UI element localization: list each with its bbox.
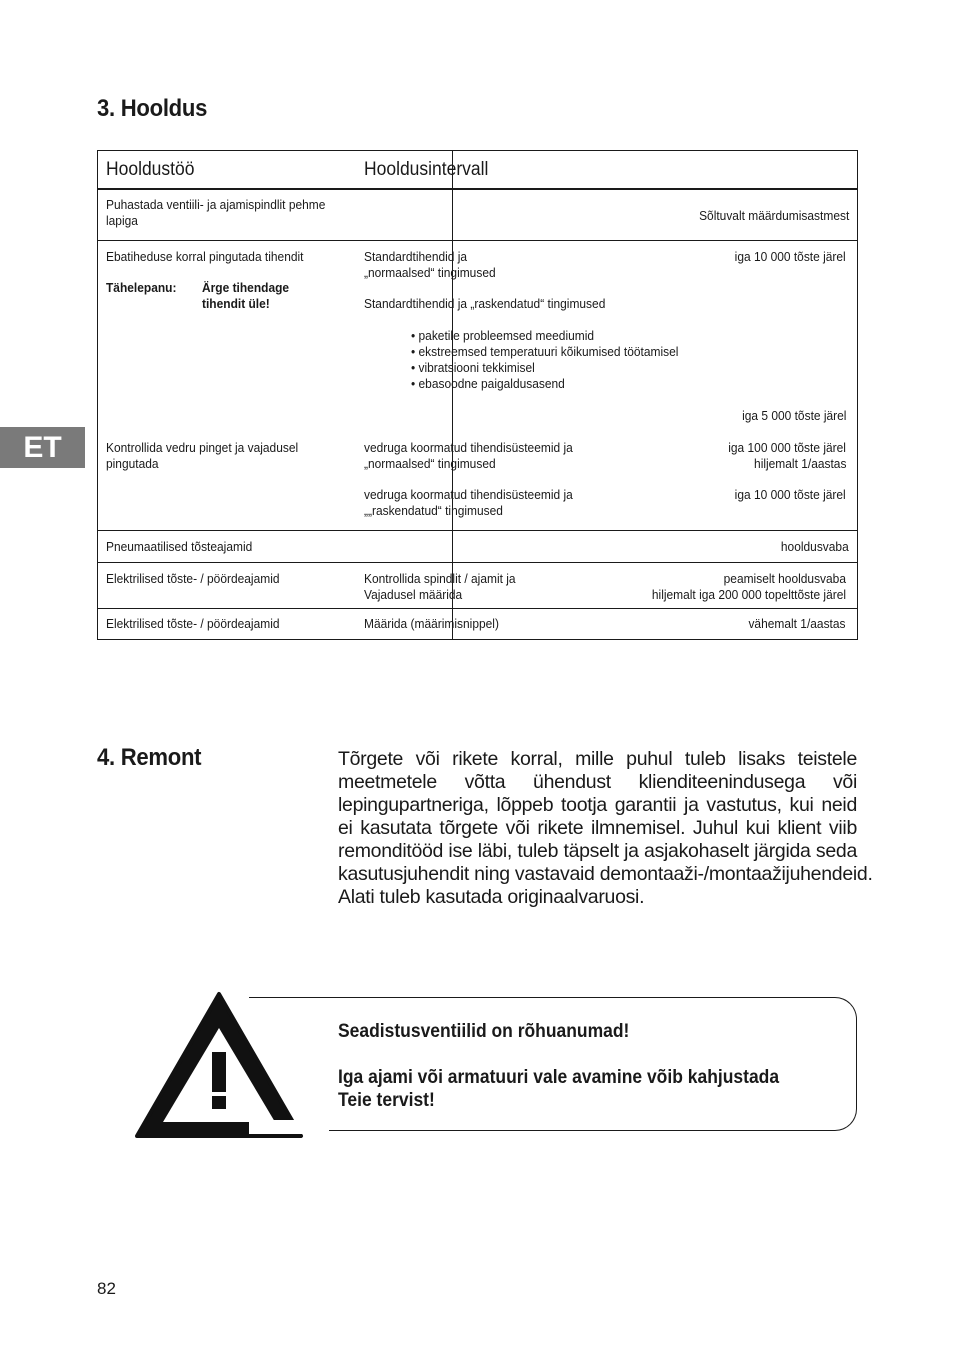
row2-cond1-interval: iga 10 000 tõste järel [734, 249, 846, 264]
row2-task2-line2: pingutada [106, 456, 159, 471]
row2-cond4-line1: vedruga koormatud tihendisüsteemid ja [364, 487, 573, 502]
table-header-task: Hooldustöö [106, 159, 195, 180]
warning-line3: Teie tervist! [338, 1090, 435, 1111]
row2-note-line2: tihendit üle! [202, 296, 270, 311]
row1-interval: Sõltuvalt määrdumisastmest [698, 208, 849, 223]
warning-line1: Seadistusventiilid on rõhuanumad! [338, 1021, 630, 1042]
row1-task-line1: Puhastada ventiili- ja ajamispindlit pehme [106, 197, 326, 212]
warning-line2: Iga ajami või armatuuri vale avamine võib kahjustada [338, 1067, 780, 1088]
row1-task-line2: lapiga [106, 213, 138, 228]
table-column-divider [452, 151, 453, 639]
row2-cond2: Standardtihendid ja „raskendatud“ tingimused [364, 296, 606, 311]
table-header-divider [98, 188, 857, 190]
list-item: • vibratsiooni tekkimisel [411, 360, 535, 375]
table-row-divider [98, 240, 857, 241]
page-number: 82 [97, 1279, 116, 1298]
row2-cond4-line2: „„raskendatud“ tingimused [364, 503, 503, 518]
row4-detail2: Vajadusel määrida [364, 587, 463, 602]
row4-interval2: hiljemalt iga 200 000 topelttõste järel [651, 587, 846, 602]
row2-task2-line1: Kontrollida vedru pinget ja vajadusel [106, 440, 299, 455]
row2-cond3-interval1: iga 100 000 tõste järel [728, 440, 846, 455]
paragraph-line: meetmetele võtta ühendust klienditeenindusega või [338, 771, 857, 793]
row2-cond1-line1: Standardtihendid ja [364, 249, 468, 264]
table-header-interval: Hooldusintervall [364, 159, 489, 180]
list-item: • ebasoodne paigaldusasend [411, 376, 565, 391]
row2-note-line1: Ärge tihendage [202, 280, 290, 295]
remont-paragraph [338, 748, 873, 909]
row2-cond2-interval: iga 5 000 tõste järel [741, 408, 846, 423]
table-row-divider [98, 562, 857, 563]
section-title-remont: 4. Remont [97, 744, 202, 771]
maintenance-table [97, 150, 858, 640]
language-tab-marker: ET [0, 427, 85, 468]
table-row-divider [98, 530, 857, 531]
paragraph-line: ei kasutata tõrgete või rikete ilmnemisel. Juhul kui klient viib [338, 817, 857, 839]
row2-note-label: Tähelepanu: [106, 280, 177, 295]
row3-interval: hooldusvaba [781, 539, 849, 554]
row3-task: Pneumaatilised tõsteajamid [106, 539, 253, 554]
paragraph-line: Alati tuleb kasutada originaalvaruosi. [338, 886, 645, 908]
row2-cond4-interval: iga 10 000 tõste järel [734, 487, 846, 502]
row4-interval1: peamiselt hooldusvaba [723, 571, 846, 586]
row4-task: Elektrilised tõste- / pöördeajamid [106, 571, 280, 586]
row2-cond3-interval2: hiljemalt 1/aastas [753, 456, 846, 471]
row5-detail: Määrida (määrimisnippel) [364, 616, 499, 631]
row4-detail1: Kontrollida spindlit / ajamit ja [364, 571, 516, 586]
warning-box-gap [249, 1120, 329, 1134]
paragraph-line: kasutusjuhendit ning vastavaid demontaaži-/montaažijuhendeid. [338, 863, 873, 885]
section-title-hooldus: 3. Hooldus [97, 95, 208, 122]
row5-interval: vähemalt 1/aastas [748, 616, 846, 631]
table-row-divider [98, 608, 857, 609]
row2-task: Ebatiheduse korral pingutada tihendit [106, 249, 304, 264]
list-item: • paketile probleemsed meediumid [411, 328, 595, 343]
paragraph-line: remonditööd ise läbi, tuleb täpselt ja asjakohaselt järgida seda [338, 840, 857, 862]
row2-cond3-line1: vedruga koormatud tihendisüsteemid ja [364, 440, 573, 455]
paragraph-line: Tõrgete või rikete korral, mille puhul tuleb lisaks teistele [338, 748, 857, 770]
list-item: • ekstreemsed temperatuuri kõikumised töötamisel [411, 344, 679, 359]
row5-task: Elektrilised tõste- / pöördeajamid [106, 616, 280, 631]
row2-cond3-line2: „normaalsed“ tingimused [364, 456, 496, 471]
paragraph-line: lepingupartneriga, lõppeb tootja garantii ja vastutus, kui neid [338, 794, 857, 816]
row2-cond1-line2: „normaalsed“ tingimused [364, 265, 496, 280]
